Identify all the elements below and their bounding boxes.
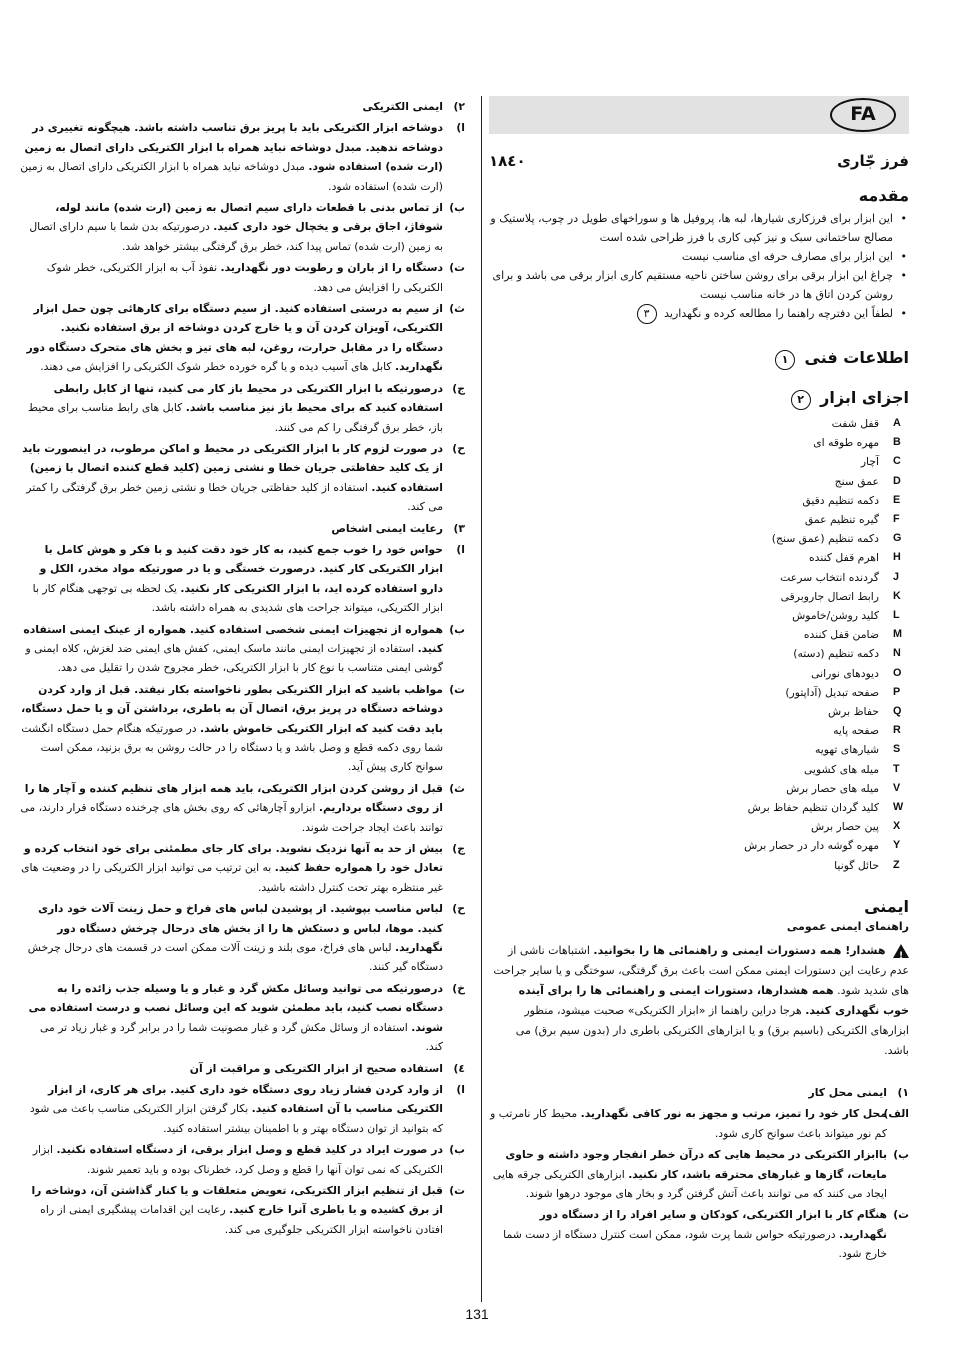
figure-ref: ۲ (791, 390, 811, 410)
item-bold: در صورت لزوم کار با ابزار الکتریکی در محیط و اماکن مرطوب، در اینصورت باید از یک کلید حفاظتی جریان خطا و نشتی زمین (کلید قطع کننده اتصال با زمین) استفاده کنید. (22, 441, 443, 494)
warning-paragraph (489, 941, 909, 1061)
item-text: درصورتیکه بدن شما با سیم دارای اتصال به زمین (ارت شده) تماس پیدا کند، خطر برق گرفتگی بیشتر خواهد شد. (29, 220, 443, 253)
item-text: ابزارهای الکتریکی جرقه هایی ایجاد می کنند که می توانند باعث آتش گرفتن گرد و بخار های موجود درهوا شوند. (492, 1167, 887, 1200)
item-text: استفاده از کلید حفاظتی جریان خطا و نشتی زمین خطر برق گرفتگی را کمتر می کند. (26, 480, 443, 514)
item-body (20, 899, 443, 977)
item-text: کابل های آسیب دیده و یا گره خورده خطر شوک الکتریکی را افزایش می دهند. (40, 360, 392, 374)
item-text: رعایت این اقدامات پیشگیری ایمنی از راه افتادن ناخواسته ابزار الکتریکی جلوگیری می کند. (40, 1203, 443, 1236)
page-number: 131 (465, 1306, 489, 1322)
part-label: کلید روشن/خاموش (792, 609, 879, 623)
list-item (20, 899, 465, 977)
item-number: ت) (449, 682, 465, 696)
part-label: صفحه پایه (833, 724, 879, 738)
item-bold: قبل از روشن کردن ابزار الکتریکی، باید همه ابزار های تنظیم کننده و آچار ها را از روی دستگاه برداریم. (24, 781, 443, 815)
item-body (20, 1140, 443, 1179)
item-number: ج) (452, 842, 465, 856)
part-key: Y (893, 839, 901, 852)
item-body (489, 1104, 887, 1143)
part-label: مهره گوشه دار در حصار برش (744, 839, 879, 853)
list-item (489, 1145, 909, 1203)
part-key: V (893, 781, 901, 794)
parts-list (489, 414, 909, 875)
part-label: صفحه تبدیل (آداپتور) (785, 685, 879, 699)
intro-bullet: • این ابزار برای مصارف حرفه ای مناسب نیست (489, 247, 893, 266)
list-item (20, 979, 465, 1057)
item-text: استفاده از وسائل مکش گرد و غبار مصونیت شما را در برابر گرد و غبار زیاد تر می کند. (40, 1020, 443, 1054)
part-item (489, 452, 909, 471)
section-number: ۱) (897, 1085, 909, 1099)
section-title-text: ایمنی محل کار (808, 1085, 887, 1099)
item-number: ب) (449, 622, 465, 636)
item-text: لباس های فراخ، موی بلند و زینت آلات ممکن است در قسمت های درحال چرخش دستگاه گیر کنند. (27, 941, 443, 974)
part-item (489, 548, 909, 567)
item-bold: دوشاخه ابزار الکتریکی باید با پریز برق تناسب داشته باشد. هیچگونه تغییری در دوشاخه ندهید. مبدل دوشاخه نباید همراه با ابزار الکتریکی دارای اتصال به زمین (ارت شده) استفاده شود. (24, 121, 443, 174)
part-label: کلید گردان تنظیم حفاظ برش (747, 801, 879, 815)
item-body (20, 118, 443, 196)
warning-bold-2: همه هشدارها، دستورات ایمنی و راهنمائی ها را برای آینده خوب نگهداری کنید. (518, 983, 909, 1017)
intro-bullet (489, 304, 893, 324)
part-label: شیارهای تهویه (814, 743, 879, 757)
item-bold: از سیم به درستی استفاده کنید. از سیم دستگاه برای کارهائی چون حمل ابزار الکتریکی، آویزان کردن آن و یا خارج کردن دوشاخه از برق استفاده نکنید. دستگاه را در مقابل حرارت، روغن، لبه های تیز و بخش های متحرک دستگاه دور نگهدارید. (26, 302, 443, 374)
warning-text: اشتباهات ناشی از عدم رعایت این دستورات ایمنی ممکن است باعث برق گرفتگی، سوختگی و یا سایر جراحت های شدید شود. (493, 943, 909, 997)
part-item (489, 856, 909, 875)
part-label: گردنده انتخاب سرعت (780, 570, 879, 584)
list-item (20, 1181, 465, 1239)
part-item (489, 721, 909, 740)
intro-bullet: • این ابزار برای فرزکاری شیارها، لبه ها، پروفیل ها و سوراخهای طویل در چوب، پلاستیک و مصالح ساختمانی سبک و نیز کپی کاری با فرز طراحی شده است (489, 209, 893, 247)
section-title (20, 97, 465, 116)
part-item (489, 433, 909, 452)
part-key: C (893, 455, 901, 468)
part-item (489, 644, 909, 663)
list-item (20, 620, 465, 678)
part-label: دیودهای نورانی (811, 666, 879, 680)
list-item (20, 1140, 465, 1179)
item-text: یک لحظه بی توجهی هنگام کار با ابزار الکتریکی، میتواند جراحت های شدیدی به همراه داشته باشد. (32, 581, 443, 615)
part-key: Z (893, 858, 900, 871)
part-item (489, 683, 909, 702)
part-item (489, 817, 909, 836)
list-item (20, 439, 465, 517)
part-item (489, 568, 909, 587)
item-bold: بیش از حد به آنها نزدیک نشوید. برای کار جای مطمئنی برای خود انتخاب کرده و تعادل خود را همواره حفظ کنید. (24, 842, 443, 875)
section-number: ۲) (453, 100, 465, 113)
part-key: K (893, 589, 901, 602)
tooluse-items (20, 1080, 465, 1239)
item-bold: از وارد کردن فشار زیاد روی دستگاه خود داری کنید. برای هر کاری، از ابزار الکتریکی مناسب با آن استفاده کنید. (47, 1082, 443, 1116)
tech-heading-text: اطلاعات فنی (804, 348, 909, 367)
item-text: ابزار الکتریکی که نمی توان آنها را قطع و وصل کرد، خطرناک بوده و باید تعمیر شوند. (32, 1143, 443, 1176)
item-bold: از تماس بدنی با قطعات دارای سیم اتصال به زمین (ارت شده) مانند لوله، شوفاژ، اجاق برقی و یخچال خود داری کنید. (55, 201, 443, 234)
list-item (20, 1080, 465, 1138)
part-key: E (893, 493, 901, 506)
part-item (489, 740, 909, 759)
item-body (20, 979, 443, 1057)
parts-heading-text: اجزای ابزار (820, 388, 909, 407)
title-row (489, 148, 909, 174)
list-item (20, 118, 465, 196)
part-label: قفل شفت (831, 417, 879, 430)
left-column (20, 97, 465, 1241)
figure-ref: ۱ (775, 350, 795, 370)
item-bold: قبل از تنظیم ابزار الکتریکی، تعویض متعلقات و یا کنار گذاشتن آن، دوشاخه را از برق کشیده و یا باطری آنرا خارج کنید. (31, 1183, 443, 1217)
safety-heading: ایمنی (864, 896, 909, 916)
item-number: ت) (449, 1183, 465, 1197)
item-text: ابزارو آچارهائی که روی بخش های چرخنده دستگاه قرار دارند، می توانند باعث ایجاد جراحت شوند. (20, 801, 443, 834)
list-item (20, 258, 465, 297)
part-label: دکمه تنظیم (دسته) (793, 647, 879, 661)
part-key: A (893, 417, 901, 429)
part-item (489, 664, 909, 683)
part-item (489, 798, 909, 817)
item-bold: همواره از تجهیزات ایمنی شخصی استفاده کنید. همواره از عینک ایمنی استفاده کنید. (23, 622, 443, 655)
part-item (489, 702, 909, 721)
part-key: N (893, 647, 901, 660)
part-key: T (893, 762, 900, 775)
list-item (20, 680, 465, 777)
item-number: ا) (456, 121, 465, 135)
item-number: ج) (452, 381, 465, 395)
item-number: ب) (893, 1148, 909, 1162)
item-bold: دستگاه را از باران و رطوبت دور نگهدارید. (220, 261, 443, 275)
part-item (489, 529, 909, 548)
part-item (489, 779, 909, 798)
part-label: گیره تنظیم عمق (804, 513, 879, 527)
part-label: عمق سنج (834, 474, 879, 488)
part-label: مهره طوقه ای (813, 436, 879, 450)
part-item (489, 836, 909, 855)
part-label: دکمه تنظیم دقیق (802, 493, 879, 507)
item-body (489, 1205, 887, 1263)
part-key: P (893, 685, 901, 698)
item-text: درصورتیکه حواس شما پرت شود، ممکن است کنترل دستگاه از دست شما خارج شود. (503, 1227, 887, 1261)
item-number: ث) (449, 302, 465, 316)
item-body (20, 1080, 443, 1138)
item-bold: مواظب باشید که ابزار الکتریکی بطور ناخواسته بکار نیفتد. قبل از وارد کردن دوشاخه دستگاه در پریز برق، اتصال آن به باطری، برداشتن آن و یا حمل دستگاه، باید دقت کنید که ابزار الکتریکی خاموش باشد. (21, 682, 443, 735)
personal-items (20, 540, 465, 1057)
list-item (20, 299, 465, 377)
part-key: L (893, 609, 900, 622)
electrical-items (20, 118, 465, 516)
item-bold: حواس خود را خوب جمع کنید، به کار خود دقت کنید و با فکر و هوش کامل با ابزار الکتریکی کار کنید. درصورت خستگی و یا در صورتیکه مواد مخدر، الکل و دارو استفاده کرده اید، با ابزار الکتریکی کار نکنید. (39, 542, 443, 595)
item-bold: درصورتیکه با ابزار الکتریکی در محیط باز کار می کنید، تنها از کابل رابطی استفاده کنید که برای محیط باز نیز مناسب باشد. (53, 381, 443, 415)
part-key: H (893, 551, 901, 564)
section-title (20, 519, 465, 538)
item-body (20, 439, 443, 517)
item-text: نفوذ آب به ابزار الکتریکی، خطر شوک الکتریکی را افزایش می دهد. (46, 261, 443, 294)
part-label: دکمه تنظیم (عمق سنج) (771, 532, 879, 546)
intro-list (489, 209, 909, 324)
safety-subheading: راهنمای ایمنی عمومی (786, 919, 909, 933)
part-item (489, 587, 909, 606)
section-title (489, 1083, 909, 1102)
part-item (489, 760, 909, 779)
item-body (20, 839, 443, 897)
item-number: ح) (452, 441, 465, 455)
section-number: ۳) (453, 521, 465, 535)
item-number: ب) (449, 201, 465, 215)
item-body (20, 540, 443, 618)
item-number: ا) (456, 542, 465, 556)
part-item (489, 414, 909, 433)
part-label: میله های کشویی (803, 762, 879, 776)
part-item (489, 491, 909, 510)
list-item (20, 198, 465, 256)
item-number: ح) (452, 902, 465, 916)
warning-text-2: هرجا دراین راهنما از «ابزار الکتریکی» صحبت میشود، منظور ابزارهای الکتریکی (باسیم برق) و یا ابزارهای الکتریکی باطری دار (بدون سیم برق) می باشد. (515, 1003, 909, 1057)
item-bold: در صورت ایراد در کلید قطع و وصل ابزار برقی، از دستگاه استفاده نکنید. (56, 1143, 443, 1157)
item-text: مبدل دوشاخه نباید همراه با ابزار الکتریکی دارای اتصال به زمین (ارت شده) استفاده شود. (20, 160, 443, 193)
section-number: ٤) (453, 1061, 465, 1075)
item-body (20, 379, 443, 437)
part-key: M (893, 628, 902, 641)
workplace-items (489, 1104, 909, 1263)
section-title-text: رعایت ایمنی اشخاص (331, 521, 443, 535)
part-label: آچار (860, 455, 879, 469)
item-body (20, 779, 443, 837)
list-item (489, 1104, 909, 1143)
part-label: ضامن قفل کننده (803, 628, 879, 642)
part-label: رابط اتصال جاروبرقی (780, 589, 879, 603)
item-body (20, 620, 443, 678)
item-number: ب) (449, 1143, 465, 1157)
tech-heading (489, 348, 909, 370)
part-key: Q (893, 705, 902, 718)
item-text: محیط کار نامرتب و کم نور میتواند باعث سوانح کاری شود. (490, 1107, 887, 1140)
item-bold: هنگام کار با ابزار الکتریکی، کودکان و سایر افراد را از دستگاه دور نگهدارید. (539, 1208, 887, 1241)
list-item (20, 779, 465, 837)
part-key: B (893, 436, 901, 449)
item-number: ت) (893, 1208, 909, 1222)
part-item (489, 625, 909, 644)
item-bold: محل کار خود را تمیز، مرتب و مجهز به نور کافی نگهدارید. (580, 1107, 887, 1121)
part-key: G (893, 532, 902, 545)
warning-bold: هشدار! همه دستورات ایمنی و راهنمائی ها را بخوانید. (593, 943, 886, 957)
item-body (20, 258, 443, 297)
section-title-text: استفاده صحیح از ابزار الکتریکی و مراقبت از آن (189, 1061, 443, 1075)
part-label: حائل گونیا (834, 858, 879, 872)
section-title (20, 1059, 465, 1078)
item-text: به این ترتیب می توانید ابزار الکتریکی را در وضعیت های غیر منتظره بهتر تحت کنترل داشته باشید. (21, 861, 443, 894)
item-bold: باابزار الکتریکی در محیط هایی که درآن خطر انفجار وجود داشته و حاوی مایعات، گازها و غبارهای محترقه باشد، کار نکنید. (505, 1148, 887, 1181)
item-text: بکار گرفتن ابزار الکتریکی مناسب باعث می شود که بتوانید از توان دستگاه بهتر و با اطمینان بیشتر استفاده کنید. (29, 1102, 443, 1135)
figure-ref: ۳ (637, 304, 657, 324)
item-number: ا) (456, 1082, 465, 1096)
item-number: ت) (449, 261, 465, 275)
item-text: استفاده از تجهیزات ایمنی مانند ماسک ایمنی، کفش های ایمنی ضد لغزش، کلاه ایمنی و گوشی ایمنی متناسب با نوع کار با ابزار الکتریکی، خطر مجروح شدن را تقلیل می دهد. (25, 641, 443, 675)
list-item (20, 540, 465, 618)
warning-icon (893, 944, 909, 958)
item-bold: لباس مناسب بپوشید. از پوشیدن لباس های فراخ و حمل زینت آلات خود داری کنید. موها، لباس و دستکش ها را از بخش های درحال چرخش دستگاه دور نگهدارید. (38, 902, 443, 955)
item-text: در صورتیکه هنگام حمل دستگاه انگشت شما روی دکمه قطع و وصل باشد و یا دستگاه را در حالت روشن به برق بزنید، ممکن است سوانح کاری پیش آید. (21, 721, 443, 774)
item-text: کابل های رابط مناسب برای محیط باز، خطر برق گرفتگی را کم می کنند. (27, 401, 443, 434)
intro-bullet: • چراغ این ابزار برقی برای روشن ساختن ناحیه مستقیم کاری ابزار برقی می باشد و برای روشن کردن اتاق ها در خانه مناسب نیست (489, 266, 893, 304)
item-number: ث) (449, 781, 465, 795)
part-label: پین حصار برش (810, 820, 879, 834)
parts-heading (489, 388, 909, 410)
intro-heading: مقدمه (858, 186, 909, 205)
section-title-text: ایمنی الکتریکی (362, 100, 443, 113)
item-body (489, 1145, 887, 1203)
language-badge: FA (830, 98, 896, 132)
part-key: J (893, 570, 900, 583)
item-body (20, 1181, 443, 1239)
right-column (489, 148, 909, 1266)
part-key: S (893, 743, 901, 756)
part-key: O (893, 666, 902, 679)
part-key: X (893, 820, 901, 833)
part-label: میله های حصار برش (786, 781, 879, 795)
part-item (489, 472, 909, 491)
item-body (20, 299, 443, 377)
part-key: R (893, 724, 901, 737)
model-number: ۱۸٤۰ (489, 152, 526, 170)
intro-bullet-text: لطفاً این دفترچه راهنما را مطالعه کرده و نگهدارید (664, 307, 893, 320)
item-number: الف) (883, 1107, 909, 1121)
part-key: F (893, 513, 900, 526)
column-divider (481, 96, 482, 1302)
list-item (489, 1205, 909, 1263)
list-item (20, 839, 465, 897)
part-key: D (893, 474, 901, 487)
part-item (489, 606, 909, 625)
product-name: فرز جّاری (837, 152, 909, 170)
part-label: اهرم قفل کننده (809, 551, 879, 565)
part-key: W (893, 801, 904, 814)
part-item (489, 510, 909, 529)
item-number: خ) (452, 981, 465, 995)
item-body (20, 198, 443, 256)
item-body (20, 680, 443, 777)
part-label: حفاظ برش (828, 705, 879, 719)
list-item (20, 379, 465, 437)
item-bold: درصورتیکه می توانید وسائل مکش گرد و غبار و یا وسیله جذب زائده را به دستگاه نصب کنید، باید مطمئن شوید که این وسائل نصب و درست استفاده می شوند. (28, 981, 443, 1034)
